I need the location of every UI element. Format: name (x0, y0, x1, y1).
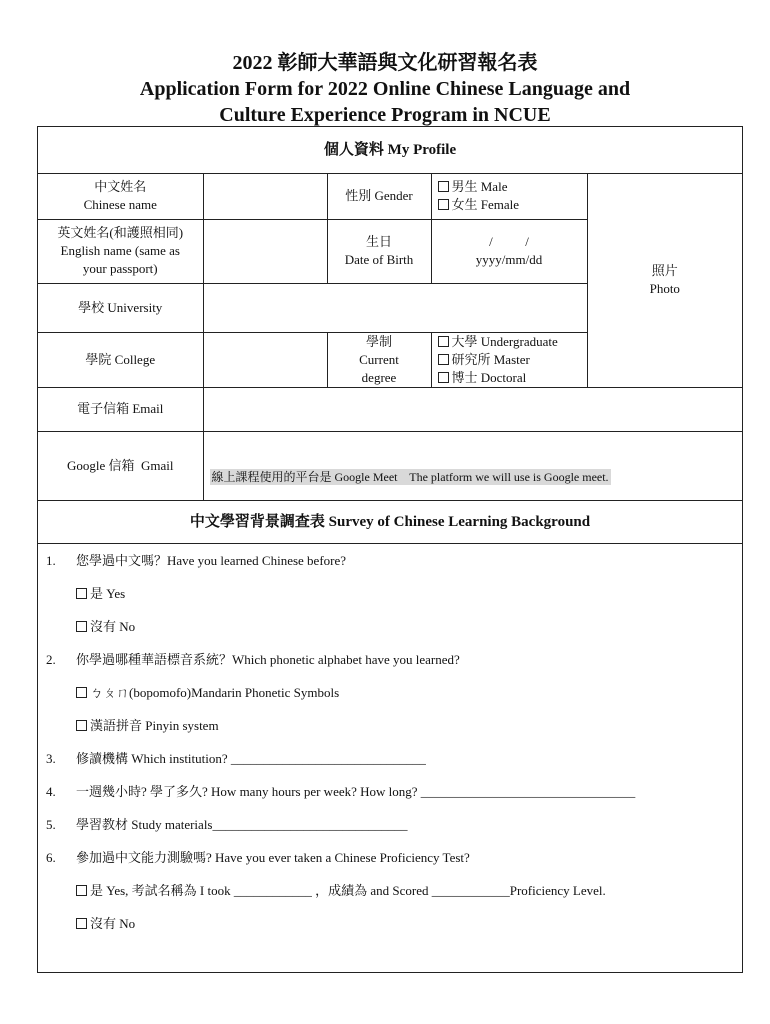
degree-doctoral-option[interactable] (438, 369, 583, 387)
degree-label-zh: 學制 (365, 333, 392, 349)
question-5[interactable] (46, 816, 408, 834)
q2-bopomofo-option[interactable] (76, 684, 339, 702)
q1-yes-option[interactable] (76, 585, 125, 603)
q1-no-checkbox[interactable] (76, 621, 87, 632)
q6-yes-option[interactable] (76, 882, 606, 900)
gender-label: 性別 Gender (327, 173, 431, 219)
survey-header: 中文學習背景調查表 Survey of Chinese Learning Background (38, 500, 742, 543)
college-label: 學院 College (38, 332, 203, 387)
degree-master-option[interactable] (438, 351, 583, 369)
q2-pinyin-option[interactable] (76, 717, 219, 735)
gender-male-option[interactable] (438, 178, 583, 196)
profile-header: 個人資料 My Profile (38, 127, 742, 173)
q6-no-option[interactable] (76, 915, 135, 933)
chinese-name-label (38, 173, 203, 219)
photo-cell[interactable] (587, 173, 742, 387)
q1-yes-checkbox[interactable] (76, 588, 87, 599)
question-6 (46, 849, 470, 867)
doctoral-checkbox[interactable] (438, 372, 449, 383)
degree-label-en2: degree (361, 369, 397, 385)
degree-options (431, 332, 587, 387)
dob-label (327, 219, 431, 283)
form-frame (37, 126, 743, 973)
undergraduate-label: 大學 Undergraduate (451, 333, 558, 349)
question-4-text: 一週幾小時? 學了多久? How many hours per week? How long? _________________________________ (76, 784, 636, 799)
female-label: 女生 Female (451, 197, 520, 212)
question-4[interactable] (46, 783, 635, 801)
question-4-number: 4. (46, 784, 56, 799)
degree-undergraduate-option[interactable] (438, 333, 583, 351)
question-3-text: 修讀機構 Which institution? ______________________________ (76, 751, 426, 766)
q6-no-checkbox[interactable] (76, 918, 87, 929)
question-3[interactable] (46, 750, 426, 768)
university-field[interactable] (203, 283, 587, 332)
gmail-label: Google 信箱 Gmail (38, 431, 203, 500)
male-checkbox[interactable] (438, 181, 449, 192)
q6-yes-checkbox[interactable] (76, 885, 87, 896)
question-1-text: 您學過中文嗎？Have you learned Chinese before? (76, 553, 347, 568)
master-checkbox[interactable] (438, 354, 449, 365)
doctoral-label: 博士 Doctoral (451, 369, 527, 385)
question-1-number: 1. (46, 553, 56, 568)
english-name-label-en1: English name (same as (60, 243, 180, 258)
title-english-line2: Culture Experience Program in NCUE (219, 104, 551, 126)
chinese-name-label-en: Chinese name (83, 197, 157, 212)
chinese-name-field[interactable] (203, 173, 327, 219)
question-6-text: 參加過中文能力測驗嗎? Have you ever taken a Chinese Proficiency Test? (76, 850, 470, 865)
gmail-field[interactable] (203, 431, 742, 500)
question-3-number: 3. (46, 751, 56, 766)
undergraduate-checkbox[interactable] (438, 336, 449, 347)
female-checkbox[interactable] (438, 199, 449, 210)
question-6-number: 6. (46, 850, 56, 865)
email-label: 電子信箱 Email (38, 387, 203, 431)
question-2-text: 你學過哪種華語標音系統？Which phonetic alphabet have you learned? (76, 652, 460, 667)
gender-options (431, 173, 587, 219)
question-2-number: 2. (46, 652, 56, 667)
form-title (0, 50, 770, 128)
profile-table (38, 127, 742, 544)
question-2 (46, 651, 460, 669)
dob-slashes: / / (489, 234, 529, 249)
dob-label-en: Date of Birth (344, 252, 414, 267)
english-name-field[interactable] (203, 219, 327, 283)
email-field[interactable] (203, 387, 742, 431)
university-label: 學校 University (38, 283, 203, 332)
q6-no-label: 沒有 No (90, 916, 136, 931)
photo-label-zh: 照片 (651, 263, 678, 278)
photo-label-en: Photo (649, 281, 680, 296)
q1-no-option[interactable] (76, 618, 135, 636)
q2-bopomofo-checkbox[interactable] (76, 687, 87, 698)
master-label: 研究所 Master (451, 351, 530, 367)
q6-yes-label: 是 Yes, 考試名稱為 I took ____________ ，成績為 and Scored ____________Proficiency Level. (90, 883, 606, 898)
degree-label-en1: Current (359, 351, 399, 367)
gmail-platform-note: 線上課程使用的平台是 Google Meet The platform we will use is Google meet. (211, 469, 609, 484)
q2-pinyin-label: 漢語拼音 Pinyin system (90, 718, 219, 733)
chinese-name-label-zh: 中文姓名 (94, 179, 147, 194)
q1-no-label: 沒有 No (90, 619, 136, 634)
dob-field[interactable] (431, 219, 587, 283)
gender-female-option[interactable] (438, 196, 583, 214)
english-name-label (38, 219, 203, 283)
college-field[interactable] (203, 332, 327, 387)
question-5-text: 學習教材 Study materials______________________________ (76, 817, 408, 832)
english-name-label-en2: your passport) (82, 261, 158, 276)
title-chinese: 2022 彰師大華語與文化研習報名表 (232, 52, 538, 74)
male-label: 男生 Male (451, 179, 508, 194)
dob-label-zh: 生日 (365, 234, 392, 249)
question-5-number: 5. (46, 817, 56, 832)
question-1 (46, 552, 346, 570)
dob-format: yyyy/mm/dd (475, 252, 543, 267)
english-name-label-zh: 英文姓名(和護照相同) (57, 225, 184, 240)
title-english-line1: Application Form for 2022 Online Chinese Language and (139, 78, 631, 100)
q1-yes-label: 是 Yes (90, 586, 126, 601)
q2-pinyin-checkbox[interactable] (76, 720, 87, 731)
degree-label (327, 332, 431, 387)
q2-bopomofo-label: ㄅㄆㄇ(bopomofo)Mandarin Phonetic Symbols (90, 685, 340, 700)
